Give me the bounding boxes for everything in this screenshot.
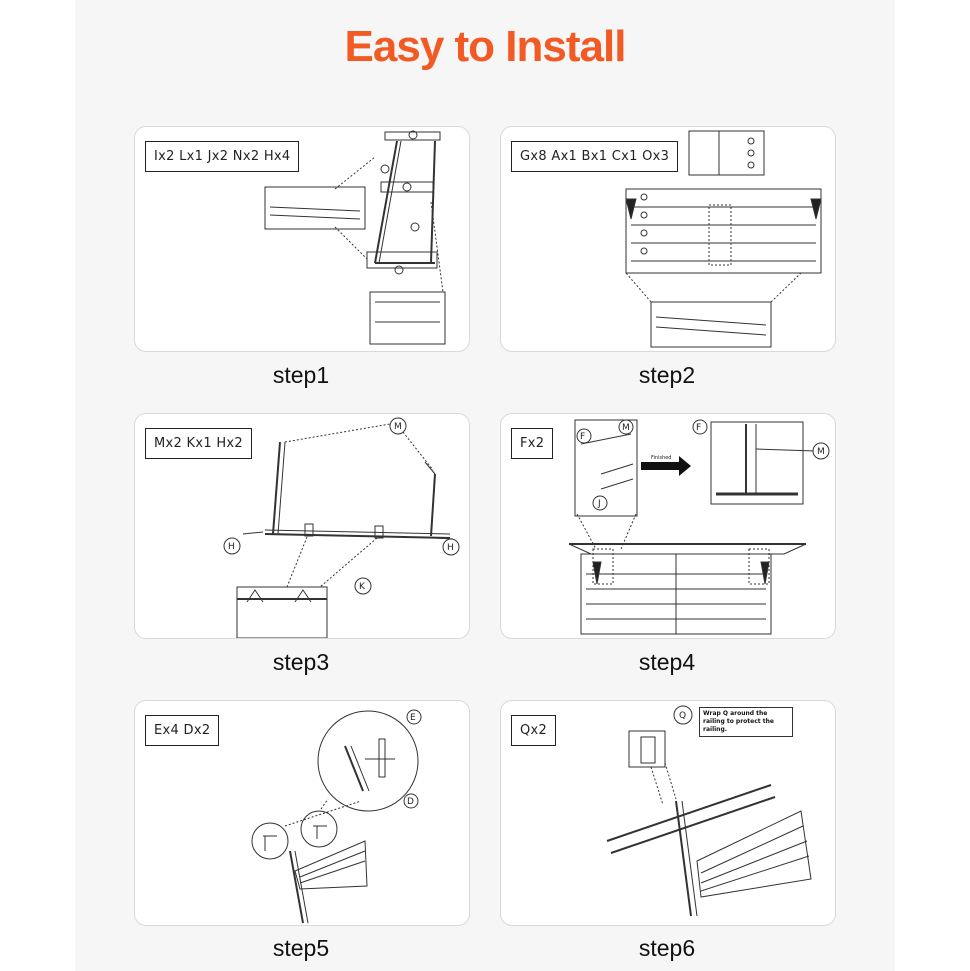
step4-card	[500, 413, 836, 639]
callout-k-label: K	[359, 582, 365, 592]
step4-label: step4	[638, 649, 696, 675]
step2-card	[500, 126, 836, 352]
step3-parts-list: Mx2 Kx1 Hx2	[145, 428, 252, 459]
callout-j-label: J	[598, 499, 601, 509]
callout-f-small-label: F	[580, 432, 586, 442]
finished-arrow-label: Finished	[651, 455, 672, 461]
callout-q-label: Q	[679, 711, 687, 721]
callout-e-label: E	[410, 713, 416, 723]
step2-parts-list: Gx8 Ax1 Bx1 Cx1 Ox3	[511, 141, 678, 172]
step5-parts-list: Ex4 Dx2	[145, 715, 219, 746]
railing-note: Wrap Q around the railing to protect the railing.	[699, 707, 793, 737]
callout-h-right-label: H	[447, 543, 454, 553]
callout-d-label: D	[407, 797, 414, 807]
callout-f-label: F	[696, 423, 702, 433]
callout-m-label: M	[817, 447, 825, 457]
step1-label: step1	[272, 362, 330, 388]
step3-card	[134, 413, 470, 639]
step6-label: step6	[638, 935, 696, 961]
step4-parts-list: Fx2	[511, 428, 553, 459]
callout-m-label: M	[394, 422, 402, 432]
step6-card	[500, 700, 836, 926]
step1-card	[134, 126, 470, 352]
page-title: Easy to Install	[344, 22, 626, 71]
step5-label: step5	[272, 935, 330, 961]
step1-parts-list: Ix2 Lx1 Jx2 Nx2 Hx4	[145, 141, 299, 172]
step2-label: step2	[638, 362, 696, 388]
callout-h-left-label: H	[228, 542, 235, 552]
step3-label: step3	[272, 649, 330, 675]
step6-parts-list: Qx2	[511, 715, 556, 746]
step5-card	[134, 700, 470, 926]
callout-m-small-label: M	[622, 423, 630, 433]
